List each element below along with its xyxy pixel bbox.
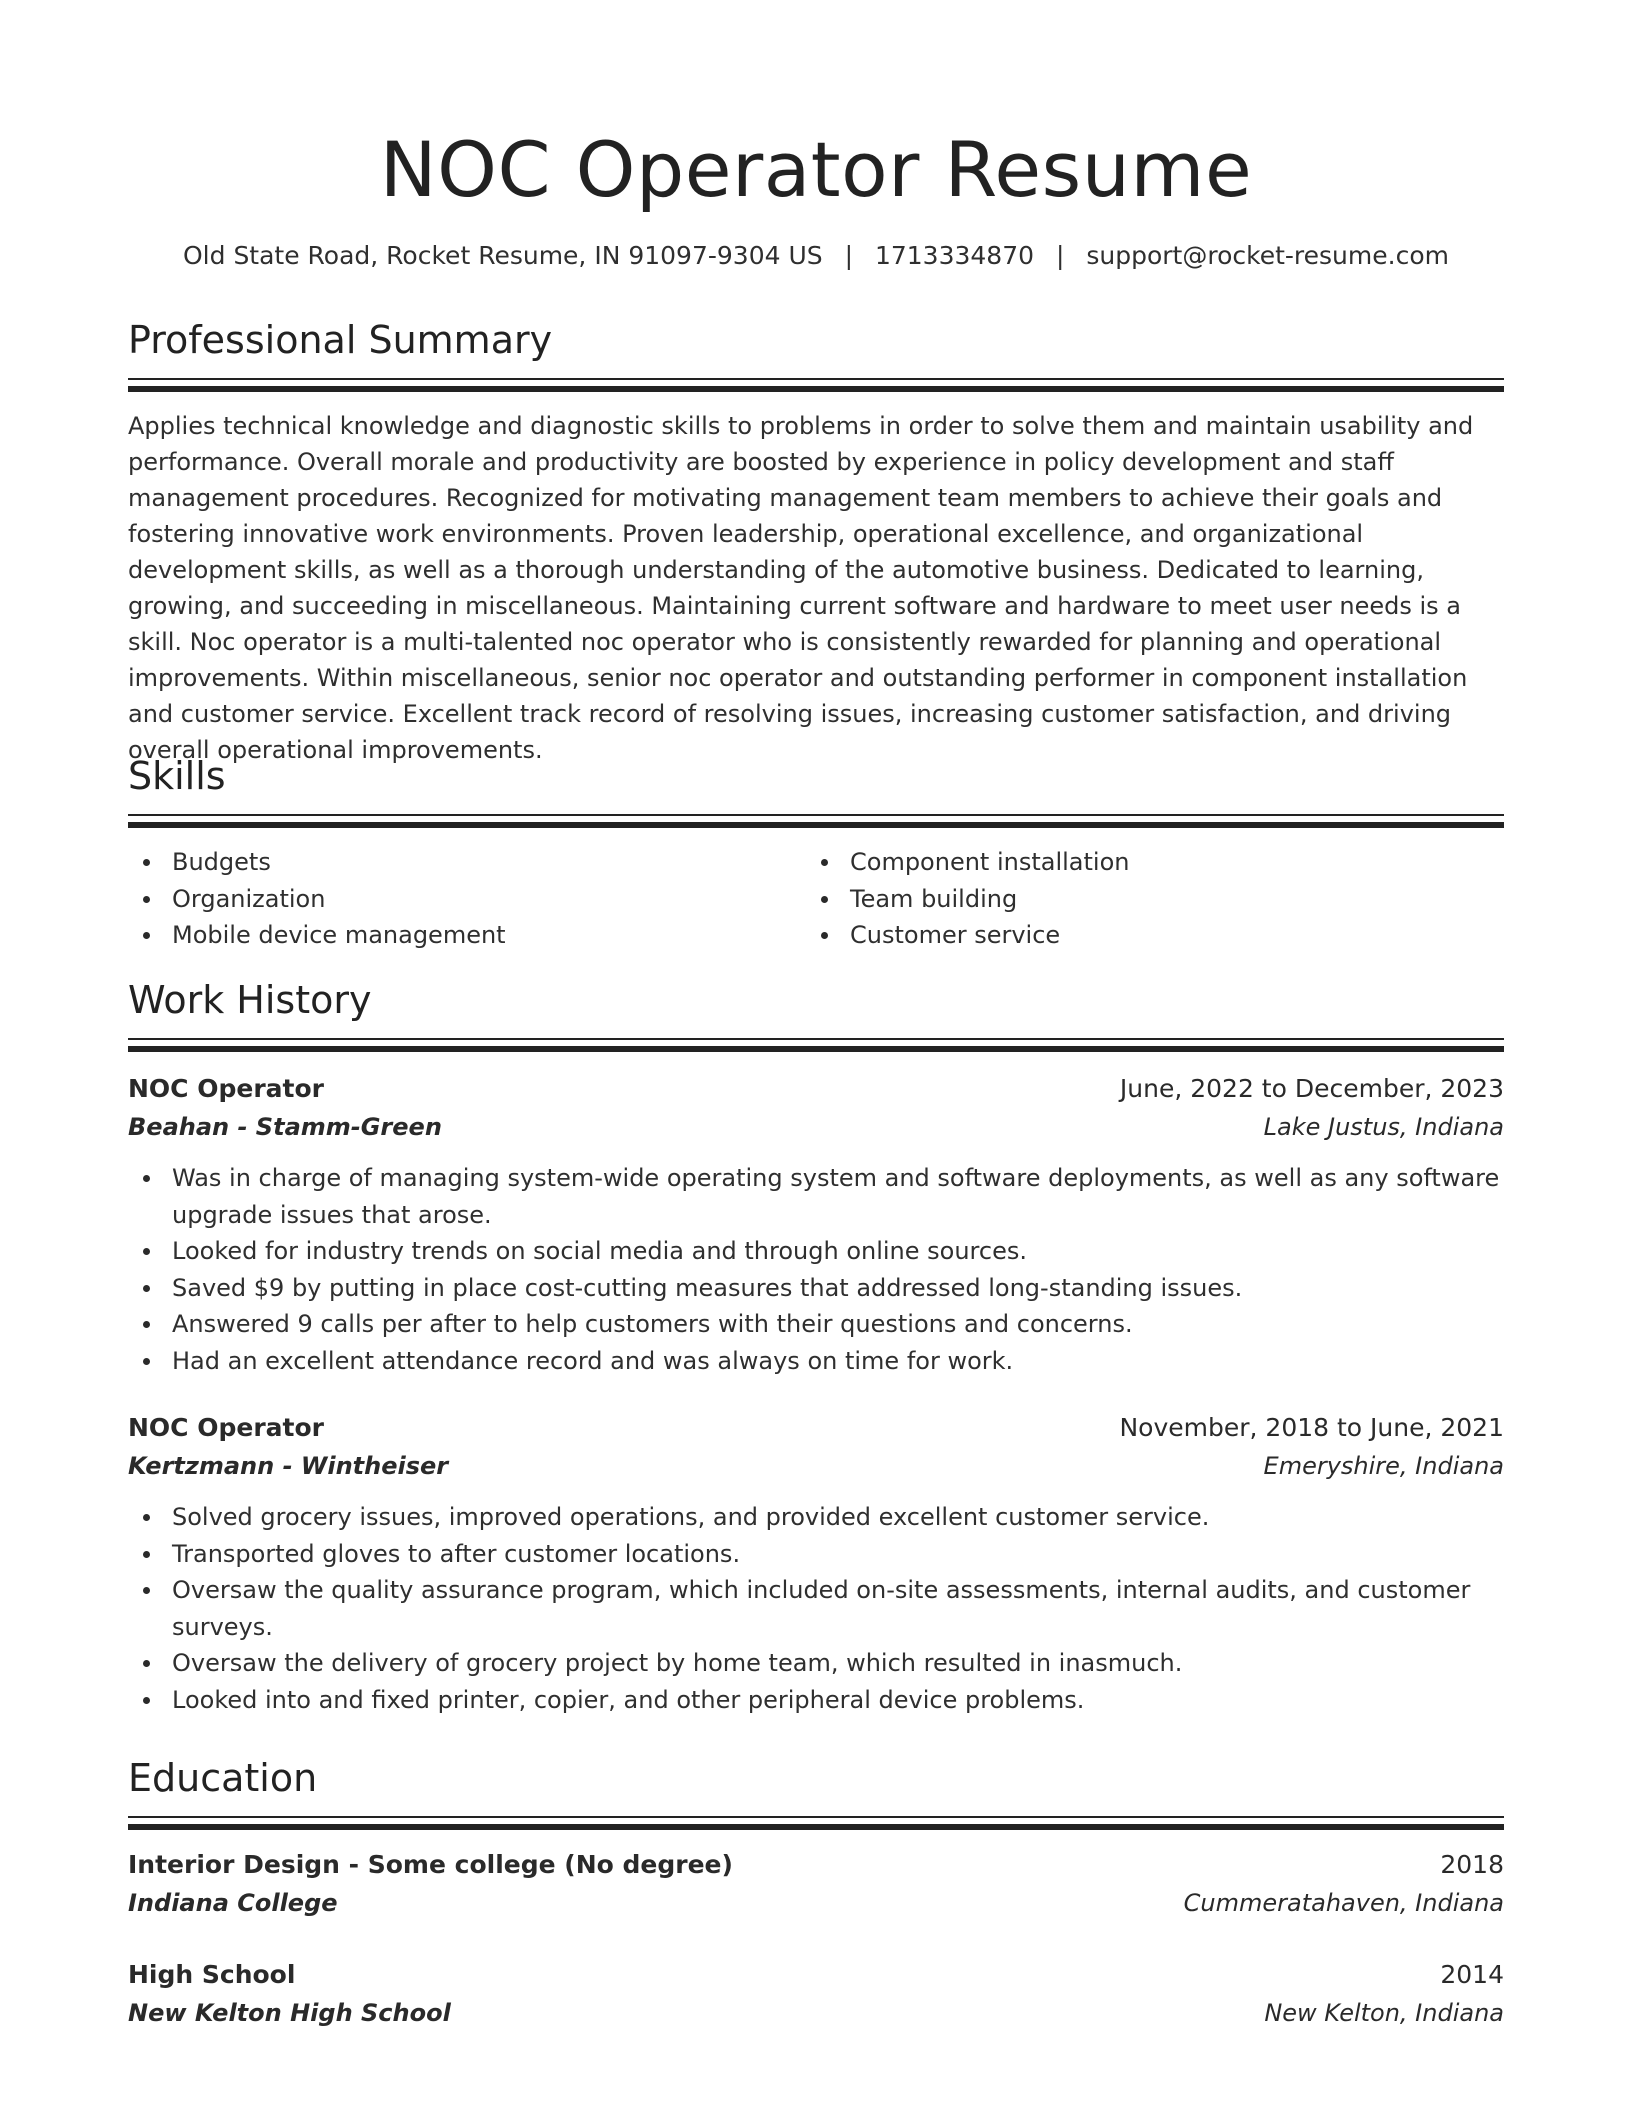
contact-line <box>128 236 1504 276</box>
summary-text: Applies technical knowledge and diagnostic skills to problems in order to solve them and maintain usability and performance. Overall morale and productivity are boosted by experience in policy development and staff management procedures. Recognized for motivating management team members to achieve their goals and fostering innovative work environments. Proven leadership, operational excellence, and organizational development skills, as well as a thorough understanding of the automotive business. Dedicated to learning, growing, and succeeding in miscellaneous. Maintaining current software and hardware to meet user needs is a skill. Noc operator is a multi-talented noc operator who is consistently rewarded for planning and operational improvements. Within miscellaneous, senior noc operator and outstanding performer in component installation and customer service. Excellent track record of resolving issues, increasing customer satisfaction, and driving overall operational improvements. <box>128 412 1474 764</box>
duty-item: Transported gloves to after customer locations. <box>128 1536 1504 1573</box>
duty-item: Had an excellent attendance record and was always on time for work. <box>128 1343 1504 1380</box>
skills-list <box>128 844 1504 954</box>
graduation-year: 2018 <box>1440 1850 1504 1879</box>
summary-section <box>128 314 1504 768</box>
skill-item: Mobile device management <box>128 917 806 954</box>
resume-name: NOC Operator Resume <box>379 125 1253 214</box>
duty-item: Saved $9 by putting in place cost-cutting measures that addressed long-standing issues. <box>128 1270 1504 1307</box>
section-divider <box>128 1038 1504 1052</box>
degree-name: High School <box>128 1960 296 1989</box>
section-divider <box>128 378 1504 392</box>
summary-heading: Professional Summary <box>128 318 553 362</box>
job-location: Lake Justus, Indiana <box>1263 1113 1504 1141</box>
duty-item: Oversaw the quality assurance program, which included on-site assessments, internal audits, and customer surveys. <box>128 1572 1504 1645</box>
job-title: NOC Operator <box>128 1074 324 1103</box>
duty-item: Oversaw the delivery of grocery project by home team, which resulted in inasmuch. <box>128 1645 1504 1682</box>
skill-item: Budgets <box>128 844 806 881</box>
skills-column-left <box>128 844 806 954</box>
contact-separator: | <box>1055 241 1065 270</box>
school-name: New Kelton High School <box>128 1999 451 2027</box>
skills-section <box>128 750 1504 954</box>
duty-item: Solved grocery issues, improved operations, and provided excellent customer service. <box>128 1499 1504 1536</box>
education-entry <box>128 1956 1504 2032</box>
skill-item: Team building <box>806 881 1484 918</box>
duty-item: Looked for industry trends on social media and through online sources. <box>128 1233 1504 1270</box>
job-title: NOC Operator <box>128 1413 324 1442</box>
section-divider <box>128 814 1504 828</box>
job-location: Emeryshire, Indiana <box>1263 1452 1504 1480</box>
work-section <box>128 974 1504 1718</box>
company-name: Kertzmann - Wintheiser <box>128 1452 449 1480</box>
job-entry <box>128 1070 1504 1379</box>
duty-item: Was in charge of managing system-wide operating system and software deployments, as well as any software upgrade issues that arose. <box>128 1160 1504 1233</box>
contact-email: support@rocket-resume.com <box>1086 241 1449 270</box>
skill-item: Customer service <box>806 917 1484 954</box>
job-dates: June, 2022 to December, 2023 <box>1119 1074 1504 1103</box>
job-duties <box>128 1499 1504 1718</box>
job-duties <box>128 1160 1504 1379</box>
job-dates: November, 2018 to June, 2021 <box>1119 1413 1504 1442</box>
education-heading: Education <box>128 1756 318 1800</box>
section-divider <box>128 1816 1504 1830</box>
graduation-year: 2014 <box>1440 1960 1504 1989</box>
contact-separator: | <box>844 241 854 270</box>
education-section <box>128 1752 1504 2032</box>
skills-heading: Skills <box>128 754 226 798</box>
skills-column-right <box>806 844 1484 954</box>
school-name: Indiana College <box>128 1889 338 1917</box>
degree-name: Interior Design - Some college (No degree) <box>128 1850 733 1879</box>
contact-phone: 1713334870 <box>874 241 1035 270</box>
skill-item: Component installation <box>806 844 1484 881</box>
duty-item: Answered 9 calls per after to help customers with their questions and concerns. <box>128 1306 1504 1343</box>
school-location: Cummeratahaven, Indiana <box>1183 1889 1504 1917</box>
school-location: New Kelton, Indiana <box>1264 1999 1504 2027</box>
contact-address: Old State Road, Rocket Resume, IN 91097-9304 US <box>183 241 823 270</box>
company-name: Beahan - Stamm-Green <box>128 1113 442 1141</box>
duty-item: Looked into and fixed printer, copier, and other peripheral device problems. <box>128 1682 1504 1719</box>
skill-item: Organization <box>128 881 806 918</box>
job-entry <box>128 1409 1504 1718</box>
education-entry <box>128 1846 1504 1922</box>
work-heading: Work History <box>128 978 372 1022</box>
